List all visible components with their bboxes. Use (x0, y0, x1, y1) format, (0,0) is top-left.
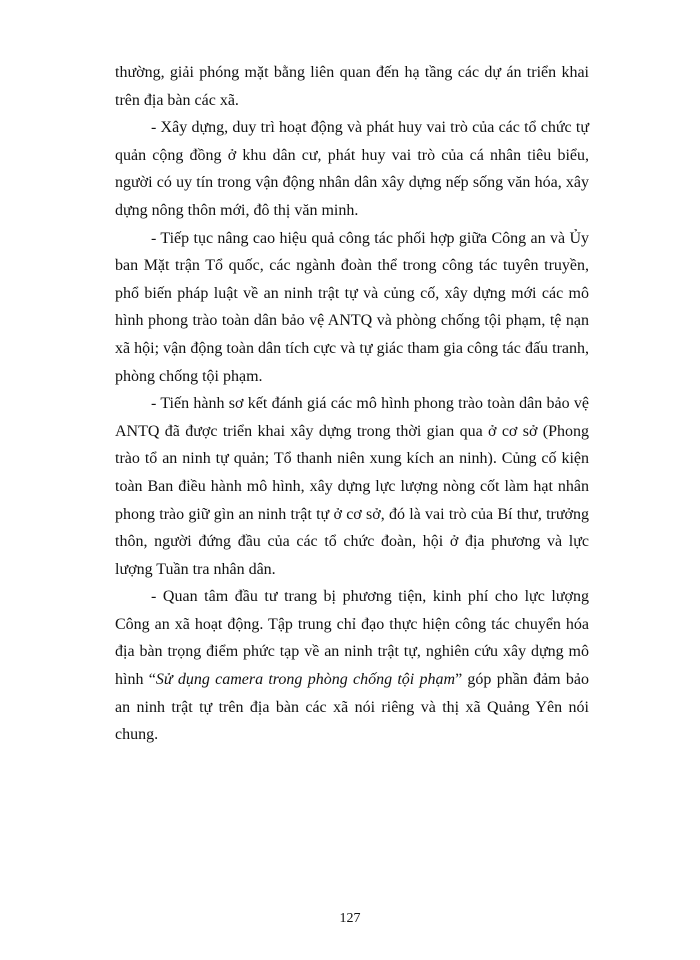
paragraph-3: - Tiếp tục nâng cao hiệu quả công tác phối hợp giữa Công an và Ủy ban Mặt trận Tổ quốc, các ngành đoàn thể trong công tác tuyên truyền, phổ biến pháp luật về an ninh trật tự và củng cố, xây dựng mới các mô hình phong trào toàn dân bảo vệ ANTQ và phòng chống tội phạm, tệ nạn xã hội; vận động toàn dân tích cực và tự giác tham gia công tác đấu tranh, phòng chống tội phạm. (115, 229, 589, 385)
paragraph-4: - Tiến hành sơ kết đánh giá các mô hình phong trào toàn dân bảo vệ ANTQ đã được triển khai xây dựng trong thời gian qua ở cơ sở (Phong trào tổ an ninh tự quản; Tổ thanh niên xung kích an ninh). Củng cố kiện toàn Ban điều hành mô hình, xây dựng lực lượng nòng cốt làm hạt nhân phong trào giữ gìn an ninh trật tự ở cơ sở, đó là vai trò của Bí thư, trưởng thôn, người đứng đầu của các tổ chức đoàn, hội ở địa phương và lực lượng Tuần tra nhân dân. (115, 395, 589, 578)
paragraph-1: thường, giải phóng mặt bằng liên quan đến hạ tầng các dự án triển khai trên địa bàn các xã. (115, 64, 589, 109)
paragraph-5-italic-model-name: Sử dụng camera trong phòng chống tội phạm (155, 671, 456, 689)
page-number: 127 (339, 911, 361, 926)
paragraph-5-text-before: - Quan tâm đầu tư trang bị phương tiện, kinh phí cho lực lượng Công an xã hoạt động. Tập trung chỉ đạo thực hiện công tác chuyển hóa địa bàn trọng điểm phức tạp về an ninh trật tự, nghiên cứu xây dựng mô hình “ (115, 588, 589, 689)
document-body (115, 59, 589, 749)
paragraph-2: - Xây dựng, duy trì hoạt động và phát huy vai trò của các tổ chức tự quản cộng đồng ở khu dân cư, phát huy vai trò của cá nhân tiêu biểu, người có uy tín trong vận động nhân dân xây dựng nếp sống văn hóa, xây dựng nông thôn mới, đô thị văn minh. (115, 119, 589, 219)
paragraph-5 (115, 583, 589, 749)
paragraph-5-text-after: ” góp phần đảm bảo an ninh trật tự trên địa bàn các xã nói riêng và thị xã Quảng Yên nói chung. (115, 671, 589, 744)
